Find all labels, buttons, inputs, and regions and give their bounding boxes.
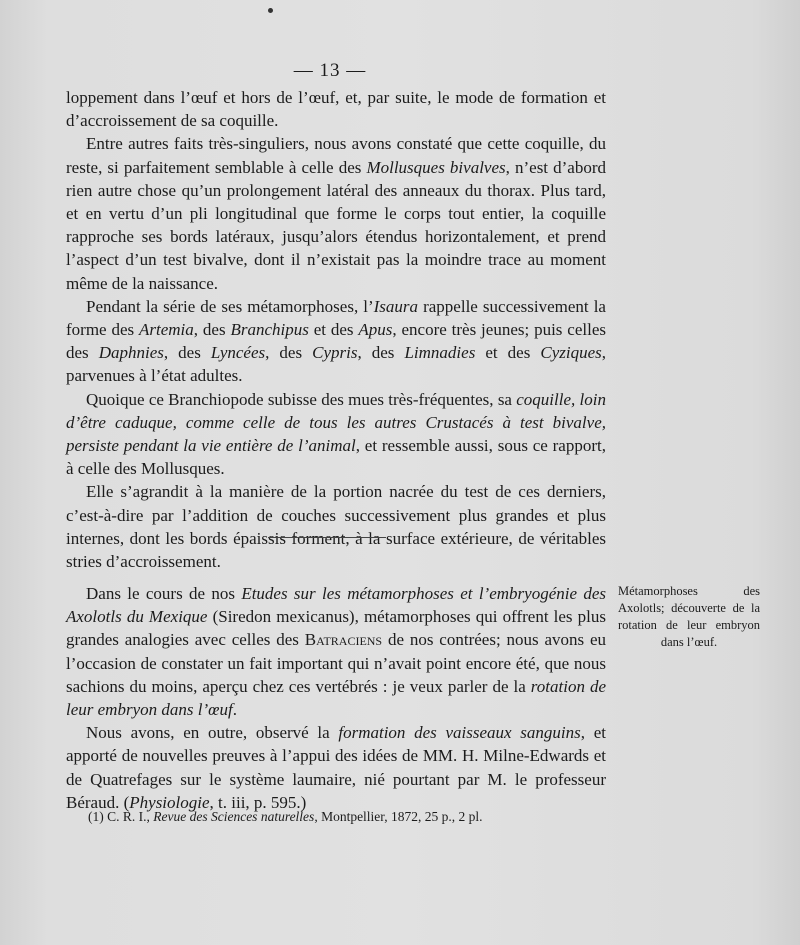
italic-text: formation des vaisseaux sanguins [338, 723, 581, 743]
text-run: Quoique ce Branchiopode subisse des mues très-fréquentes, sa [86, 389, 517, 409]
text-run: , parvenues à l’état adultes. [66, 343, 606, 386]
small-caps-text: Batraciens [304, 630, 383, 650]
ink-speck [268, 8, 273, 13]
text-run: (Siredon mexicanus), métamorphoses qui offrent les plus grandes analogies avec celles des [66, 607, 606, 650]
main-text-bottom [66, 582, 606, 814]
paragraph [66, 388, 606, 481]
text-run: (1) C. R. I., [88, 809, 154, 824]
italic-text: Cyziques [540, 343, 602, 363]
margin-note: Métamorphoses des Axolotls; découverte de la rotation de leur embryon dans l’œuf. [618, 584, 760, 649]
italic-text: Lyncées [210, 343, 266, 363]
italic-text: Artemia [139, 320, 194, 340]
italic-text: Etudes sur les métamorphoses et l’embryogénie des Axolotls du Mexique [66, 584, 606, 627]
text-run: , t. iii, p. 595.) [209, 792, 307, 812]
italic-text: Isaura [373, 296, 419, 316]
page-number: — 13 — [293, 60, 367, 81]
italic-text: Daphnies [98, 343, 164, 363]
italic-text: Mollusques bivalves [366, 157, 506, 177]
paragraph [66, 86, 606, 132]
paragraph [66, 721, 606, 814]
text-run: , et apporté de nouvelles preuves à l’appui des idées de MM. H. Milne-Edwards et de Quatrefages sur le système laumaire, nié pourtant par M. le professeur Béraud. ( [66, 723, 606, 812]
text-run: , des [357, 343, 405, 363]
main-text-top [66, 86, 606, 573]
text-run: de nos contrées; nous avons eu l’occasion de constater un fait important qui n’avait point encore été, que nous sachions du moins, aperçu chez ces vertébrés : je veux parler de la [66, 630, 607, 696]
text-run: Dans le cours de nos [86, 584, 242, 603]
text-run: rappelle successivement la forme des [66, 296, 606, 340]
paragraph [66, 480, 606, 573]
section-divider [268, 537, 386, 538]
paragraph [66, 132, 606, 294]
text-run: , n’est d’abord rien autre chose qu’un prolongement latéral des anneaux du thorax. Plus tard, et en vertu d’un pli longitudinal que forme le corps tout entier, la coquille rapproche ses bords latéraux, jusqu’alors étendus horizontalement, et prend l’aspect d’un test bivalve, dont il n’existait pas la moindre trace au moment même de la naissance. [66, 157, 606, 293]
text-run: , Montpellier, 1872, 25 p., 2 pl. [314, 809, 483, 824]
text-run: loppement dans l’œuf et hors de l’œuf, et, par suite, le mode de formation et d’accroissement de sa coquille. [66, 88, 606, 131]
italic-text: Apus [358, 320, 393, 340]
italic-text: Limnadies [404, 343, 476, 363]
text-run: . [232, 700, 237, 720]
text-run: Entre autres faits très-singuliers, nous avons constaté que cette coquille, du reste, si parfaitement semblable à celle des [66, 134, 606, 177]
text-run: , des [193, 320, 231, 340]
italic-text: Physiologie [129, 792, 210, 812]
text-run: Elle s’agrandit à la manière de la portion nacrée du test de ces derniers, c’est-à-dire par l’addition de couches successivement plus grandes et plus internes, dont les bords épaissis forment, à la surface extérieure, de véritables stries d’accroissement. [66, 482, 606, 572]
paragraph [66, 295, 606, 388]
footnote [88, 808, 648, 826]
text-run: , encore très jeunes; puis celles des [66, 320, 606, 363]
italic-text: coquille, loin d’être caduque, comme celle de tous les autres Crustacés à test bivalve, persiste pendant la vie entière de l’animal [66, 389, 606, 456]
text-run: Pendant la série de ses métamorphoses, l’ [86, 296, 374, 316]
italic-text: rotation de leur embryon dans l’œuf [66, 676, 606, 720]
text-run: et des [308, 320, 359, 340]
text-run: , et ressemble aussi, sous ce rapport, à celle des Mollusques. [66, 436, 606, 479]
text-run: et des [475, 343, 541, 363]
text-run: Nous avons, en outre, observé la [86, 723, 339, 743]
italic-text: Branchipus [230, 320, 309, 340]
italic-text: Revue des Sciences naturelles [153, 809, 315, 824]
text-run: , des [163, 343, 211, 363]
paragraph [66, 582, 606, 721]
text-run: , des [265, 343, 313, 363]
italic-text: Cypris [312, 343, 358, 363]
